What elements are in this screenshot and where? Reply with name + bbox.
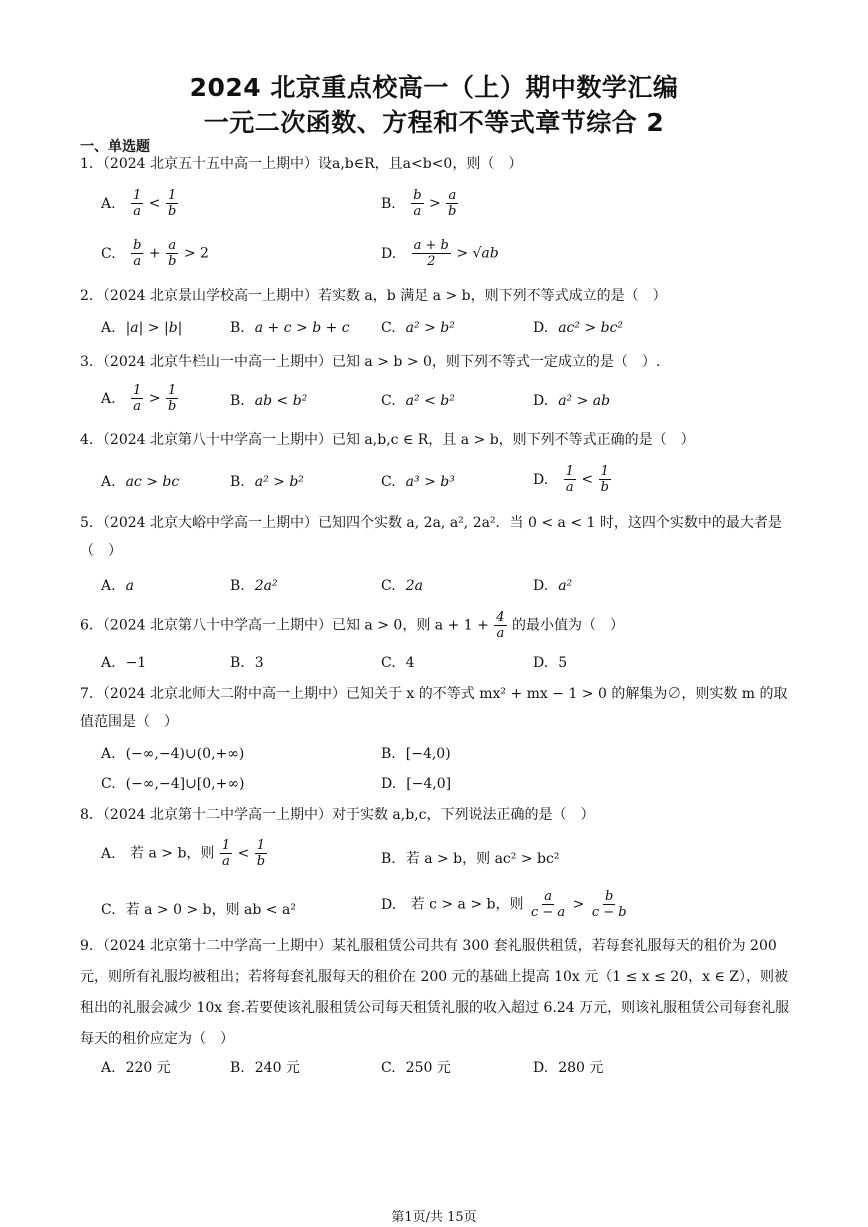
question-1-stem: 1．（2024 北京五十五中高一上期中）设a,b∈R，且a<b<0，则（ ）	[80, 156, 523, 172]
q7-option-c: C. (−∞,−4]∪[0,+∞)	[101, 776, 245, 792]
q9-option-a: A. 220 元	[101, 1060, 171, 1076]
q1-option-b: B. $\frac{b}{a}$ > $\frac{a}{b}$	[381, 188, 457, 219]
q7-option-d: D. [−4,0]	[381, 776, 452, 792]
q6-option-d: D. 5	[533, 655, 568, 671]
q5-option-d: D. a²	[533, 578, 573, 594]
q6-option-b: B. 3	[230, 655, 264, 671]
q8-option-b: B. 若 a > b，则 ac² > bc²	[381, 851, 560, 867]
q8-option-a: A. 若 a > b，则 $\frac{1}{a}$ < $\frac{1}{b}$	[101, 838, 266, 869]
q9-option-b: B. 240 元	[230, 1060, 300, 1076]
q6-option-a: A. −1	[101, 655, 147, 671]
q6-option-c: C. 4	[381, 655, 415, 671]
q7-option-a: A. (−∞,−4)∪(0,+∞)	[101, 746, 245, 762]
q1-option-c: C. $\frac{b}{a}$ + $\frac{a}{b}$ > 2	[101, 238, 209, 269]
section-heading: 一、单选题	[80, 139, 150, 155]
question-2-stem: 2．（2024 北京景山学校高一上期中）若实数 a，b 满足 a > b，则下列不等式成立的是（ ）	[80, 288, 667, 304]
q8-option-d: D. 若 c > a > b，则 $\frac{a}{c - a}$ > $\frac{b}{c - b}$	[381, 889, 627, 920]
question-9-stem: 9．（2024 北京第十二中学高一上期中）某礼服租赁公司共有 300 套礼服供租赁，若每套礼服每天的租价为 200 元，则所有礼服均被租出；若将每套礼服每天的租价在 200 元的基础上提高 10x 元（1 ≤ x ≤ 20，x ∈ Z），则被租出的礼服会减少 10x 套.若要使该礼服租赁公司每天租赁礼服的收入超过 6.24 万元，则该礼服租赁公司每套礼服每天的租价应定为（ ）	[80, 938, 790, 1047]
page-title-line2: 一元二次函数、方程和不等式章节综合 2	[203, 108, 665, 137]
q1-option-a: A. $\frac{1}{a}$ < $\frac{1}{b}$	[101, 188, 177, 219]
question-4-stem: 4．（2024 北京第八十中学高一上期中）已知 a,b,c ∈ R，且 a > b，则下列不等式正确的是（ ）	[80, 432, 695, 448]
q4-option-a: A. ac > bc	[101, 474, 180, 490]
q3-option-b: B. ab < b²	[230, 393, 308, 409]
q1-option-d: D. $\frac{a + b}{2}$ > √ab	[381, 238, 499, 269]
q3-option-c: C. a² < b²	[381, 393, 455, 409]
q3-option-a: A. $\frac{1}{a}$ > $\frac{1}{b}$	[101, 383, 177, 414]
q4-option-b: B. a² > b²	[230, 474, 304, 490]
q4-option-d: D. $\frac{1}{a}$ < $\frac{1}{b}$	[533, 464, 609, 495]
question-3-stem: 3．（2024 北京牛栏山一中高一上期中）已知 a > b > 0，则下列不等式一定成立的是（ ）.	[80, 354, 661, 370]
q5-option-c: C. 2a	[381, 578, 423, 594]
page-number: 第1页/共 15页	[391, 1210, 477, 1225]
q4-option-c: C. a³ > b³	[381, 474, 455, 490]
question-7-stem: 7．（2024 北京北师大二附中高一上期中）已知关于 x 的不等式 mx² + mx − 1 > 0 的解集为∅，则实数 m 的取值范围是（ ）	[80, 686, 788, 730]
q9-option-d: D. 280 元	[533, 1060, 604, 1076]
question-6-stem: 6．（2024 北京第八十中学高一上期中）已知 a > 0，则 a + 1 + $\frac{4}{a}$ 的最小值为（ ）	[80, 610, 625, 641]
question-5-stem: 5．（2024 北京大峪中学高一上期中）已知四个实数 a, 2a, a², 2a²．当 0 < a < 1 时，这四个实数中的最大者是（ ）	[80, 515, 782, 559]
q2-option-a: A. |a| > |b|	[101, 320, 183, 336]
page-title-line1: 2024 北京重点校高一（上）期中数学汇编	[189, 73, 679, 102]
q2-option-d: D. ac² > bc²	[533, 320, 624, 336]
q9-option-c: C. 250 元	[381, 1060, 451, 1076]
question-8-stem: 8．（2024 北京第十二中学高一上期中）对于实数 a,b,c，下列说法正确的是（ ）	[80, 807, 595, 823]
q7-option-b: B. [−4,0)	[381, 746, 451, 762]
q8-option-c: C. 若 a > 0 > b，则 ab < a²	[101, 902, 296, 918]
q3-option-d: D. a² > ab	[533, 393, 611, 409]
q5-option-b: B. 2a²	[230, 578, 278, 594]
q5-option-a: A. a	[101, 578, 134, 594]
q2-option-c: C. a² > b²	[381, 320, 455, 336]
q2-option-b: B. a + c > b + c	[230, 320, 350, 336]
